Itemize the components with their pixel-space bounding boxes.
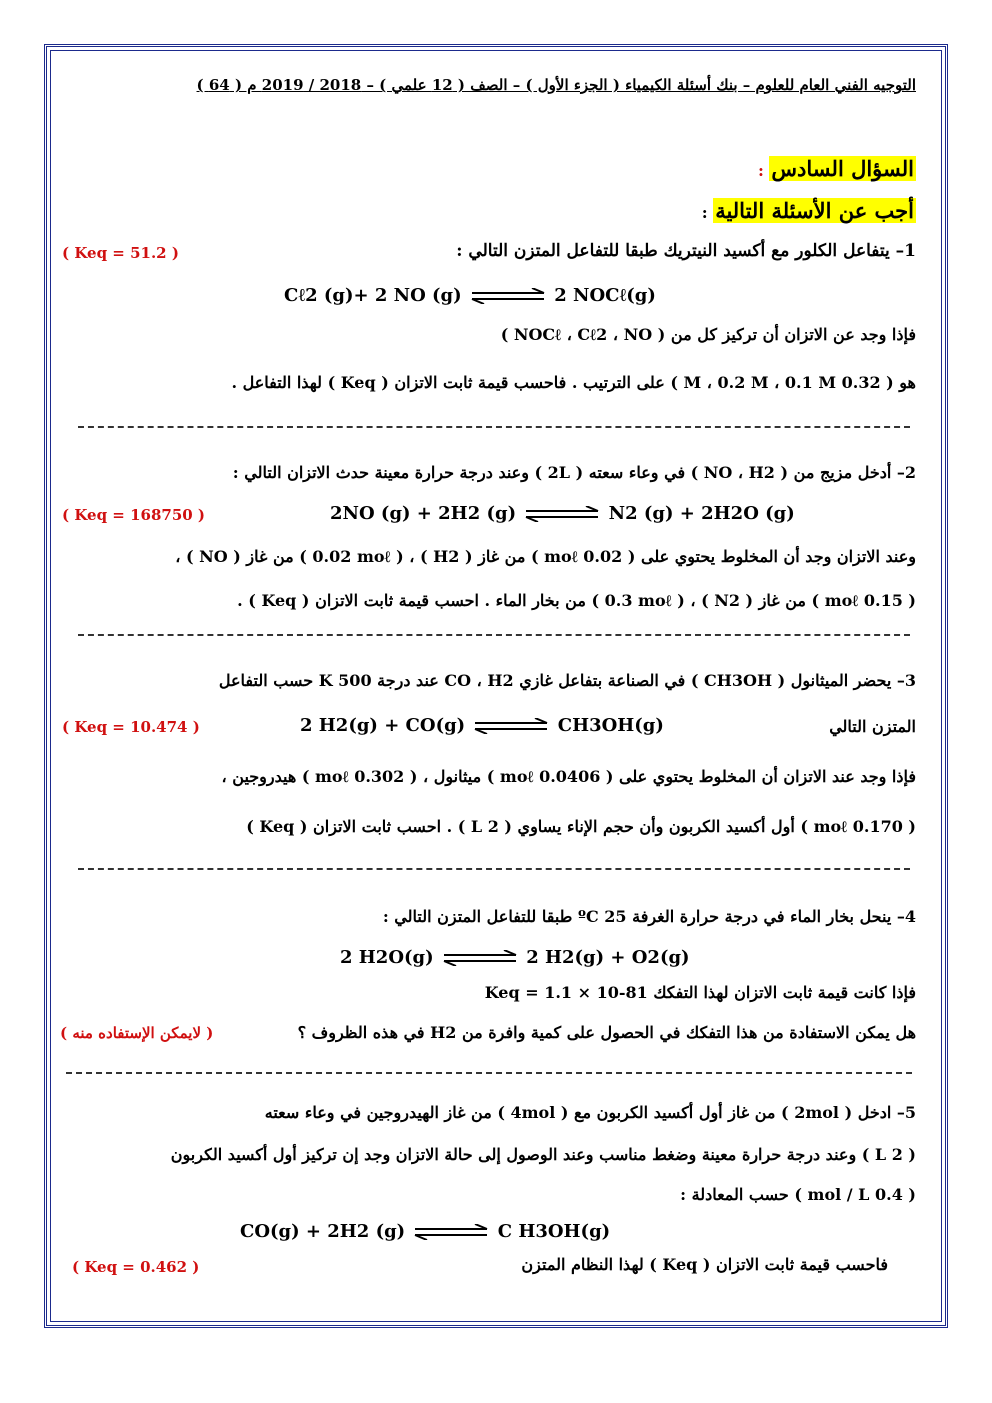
q5-line1: 5– ادخل ( 2mol ) من غاز أول أكسيد الكربون مع ( 4mol ) من غاز الهيدروجين في وعاء سعته — [264, 1103, 916, 1122]
section-title: السؤال السادس : — [757, 156, 914, 181]
equation-3: 2 H2(g) + CO(g) CH3OH(g) — [300, 715, 664, 736]
q2-line1: 2– أدخل مزيج من ( NO ، H2 ) في وعاء سعته ( 2L ) وعند درجة حرارة معينة حدث الاتزان التالي : — [232, 463, 916, 482]
instruction-text: أجب عن الأسئلة التالية — [715, 198, 914, 223]
separator — [78, 634, 910, 636]
equation-2: 2NO (g) + 2H2 (g) N2 (g) + 2H2O (g) — [330, 503, 795, 524]
q2-line2: وعند الاتزان وجد أن المخلوط يحتوي على ( 0.02 moℓ ) من غاز ( H2 ) ، ( 0.02 moℓ ) من غاز ( NO ) ، — [175, 547, 916, 566]
q5-line2: ( 2 L ) وعند درجة حرارة معينة وضغط مناسب وعند الوصول إلى حالة الاتزان وجد إن تركيز أول أكسيد الكربون — [170, 1145, 916, 1164]
section-title-text: السؤال السادس — [771, 156, 914, 181]
equilibrium-arrow-icon — [411, 1224, 491, 1240]
equation-1: Cℓ2 (g)+ 2 NO (g) 2 NOCℓ(g) — [284, 285, 656, 306]
q3-line3: فإذا وجد عند الاتزان أن المخلوط يحتوي على ( 0.0406 moℓ ) ميثانول ، ( 0.302 moℓ ) هيدروجين ، — [221, 767, 916, 786]
q3-line4: ( 0.170 moℓ ) أول أكسيد الكربون وأن حجم الإناء يساوي ( 2 L ) . احسب ثابت الاتزان ( Keq ) — [246, 817, 916, 836]
q2-line3: ( 0.15 moℓ ) من غاز ( N2 ) ، ( 0.3 moℓ ) من بخار الماء . احسب قيمة ثابت الاتزان ( Keq ) . — [237, 591, 916, 610]
equilibrium-arrow-icon — [471, 718, 551, 734]
equilibrium-arrow-icon — [468, 288, 548, 304]
equation-4: 2 H2O(g) 2 H2(g) + O2(g) — [340, 947, 690, 968]
q5-line4: فاحسب قيمة ثابت الاتزان ( Keq ) لهذا النظام المتزن — [521, 1255, 888, 1274]
q4-line1: 4– ينحل بخار الماء في درجة حرارة الغرفة 25 ºC طبقا للتفاعل المتزن التالي : — [382, 907, 916, 926]
q4-line3: هل يمكن الاستفادة من هذا التفكك في الحصول على كمية وافرة من H2 في هذه الظروف ؟ — [297, 1023, 916, 1042]
separator — [78, 868, 910, 870]
separator — [66, 1072, 912, 1074]
q5-line3: ( 0.4 mol / L ) حسب المعادلة : — [680, 1185, 916, 1204]
q1-answer: ( Keq = 51.2 ) — [62, 244, 179, 262]
separator — [78, 426, 910, 428]
page-header: التوجيه الفني العام للعلوم – بنك أسئلة الكيمياء ( الجزء الأول ) – الصف ( 12 علمي ) – 2018 / 2019 م ( 64 ) — [196, 76, 916, 94]
q2-answer: ( Keq = 168750 ) — [62, 506, 206, 524]
equilibrium-arrow-icon — [440, 950, 520, 966]
equilibrium-arrow-icon — [522, 506, 602, 522]
q3-line2-label: المتزن التالي — [829, 717, 916, 736]
equation-5: CO(g) + 2H2 (g) C H3OH(g) — [240, 1221, 611, 1242]
q1-line3: هو ( 0.32 M ، 0.2 M ، 0.1 M ) على الترتيب . فاحسب قيمة ثابت الاتزان ( Keq ) لهذا التفاعل . — [231, 373, 916, 392]
q1-line2: فإذا وجد عن الاتزان أن تركيز كل من ( NOCℓ ، Cℓ2 ، NO ) — [500, 325, 916, 344]
q5-answer: ( Keq = 0.462 ) — [72, 1258, 200, 1276]
q3-line1: 3– يحضر الميثانول ( CH3OH ) في الصناعة بتفاعل غازي CO ، H2 عند درجة 500 K حسب التفاعل — [218, 671, 916, 690]
q4-answer: ( لايمكن الإستفاده منه ) — [60, 1024, 214, 1042]
instruction: أجب عن الأسئلة التالية : — [701, 198, 914, 223]
q3-answer: ( Keq = 10.474 ) — [62, 718, 200, 736]
q1-line1: 1– يتفاعل الكلور مع أكسيد النيتريك طبقا للتفاعل المتزن التالي : — [456, 241, 916, 261]
q4-line2: فإذا كانت قيمة ثابت الاتزان لهذا التفكك Keq = 1.1 × 10-81 — [484, 983, 916, 1002]
